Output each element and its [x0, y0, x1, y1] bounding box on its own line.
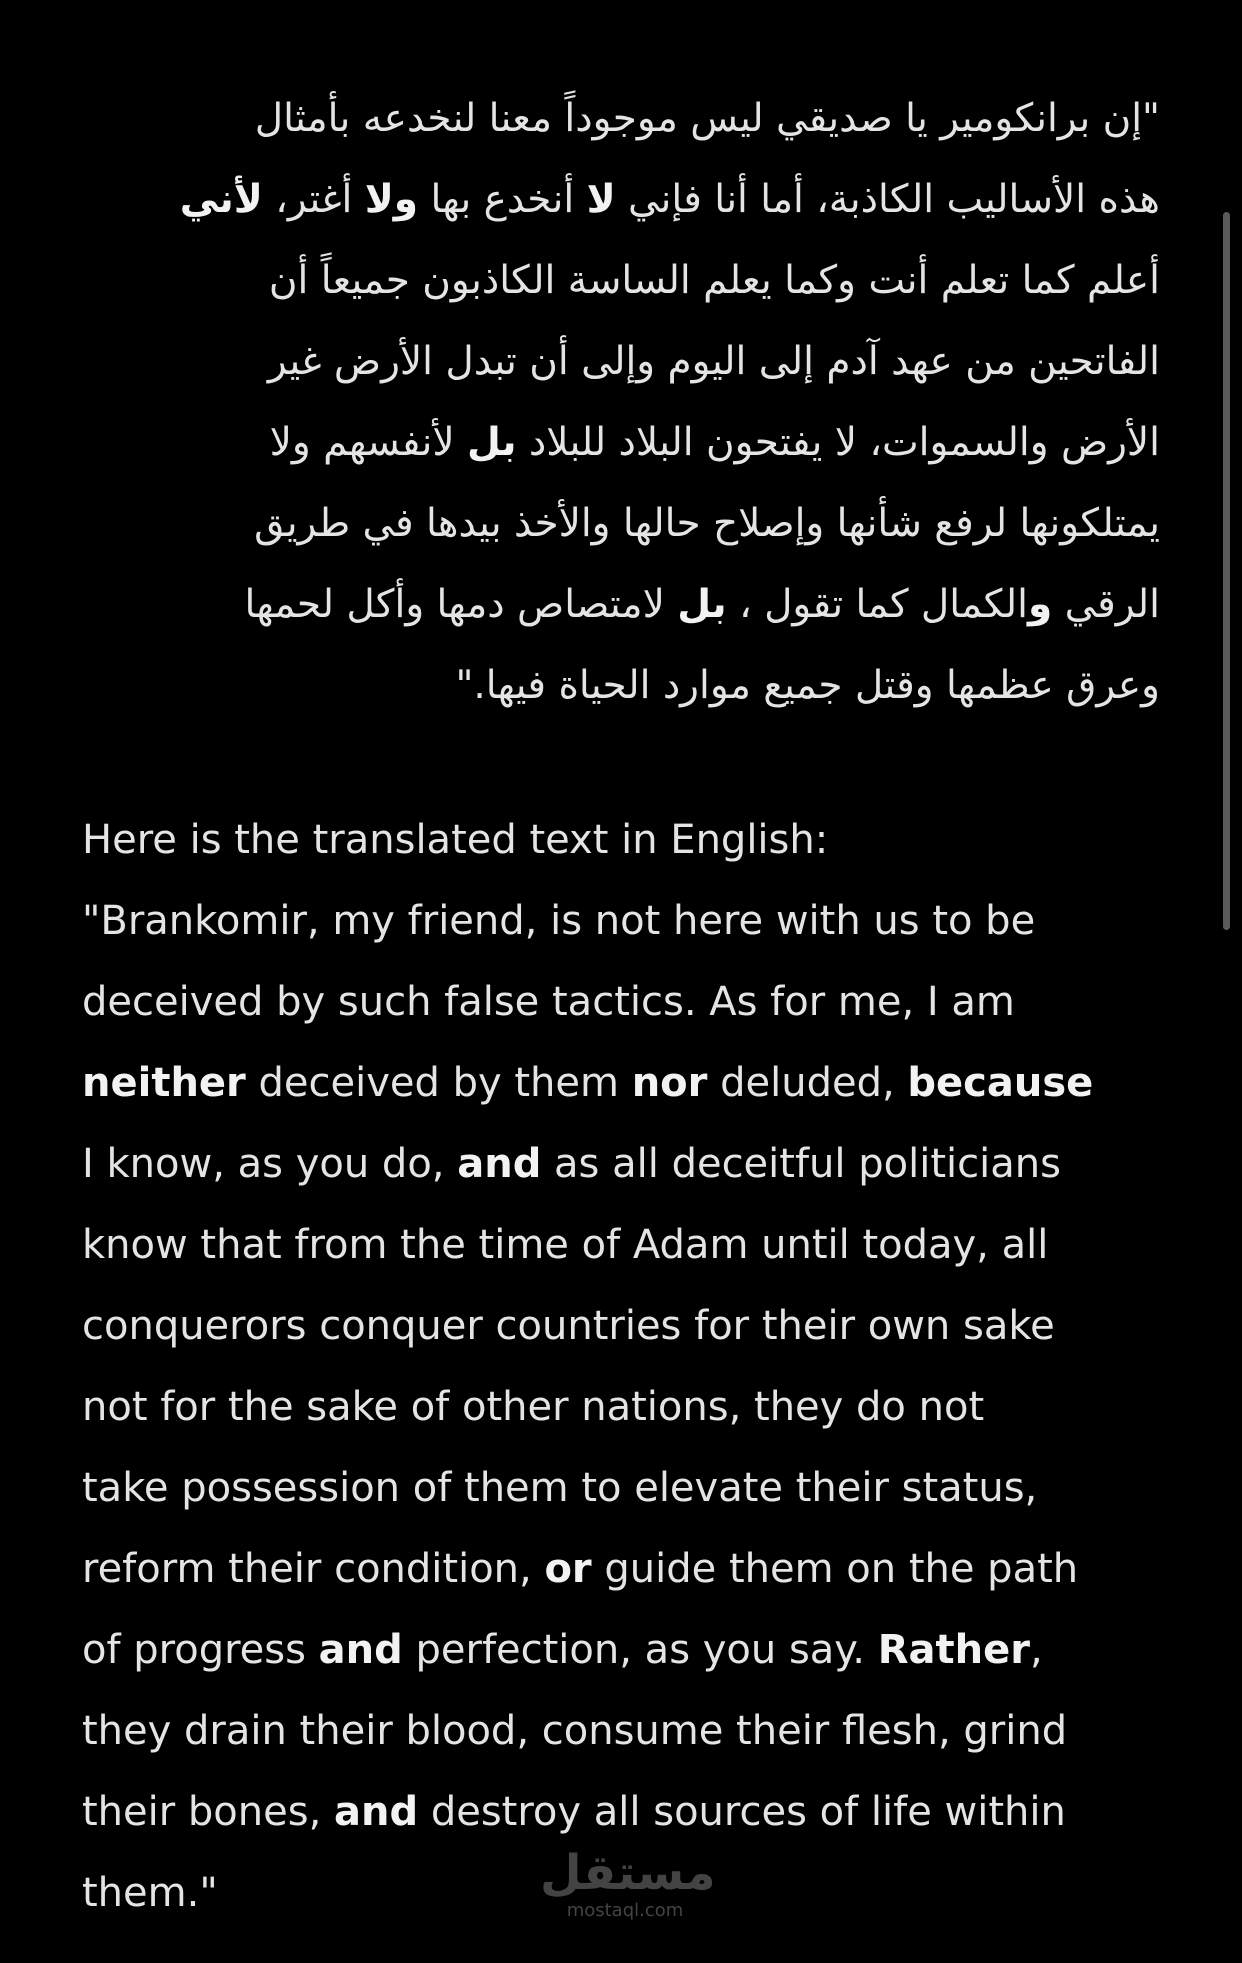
watermark-logo: مستقل: [540, 1845, 716, 1901]
text-run: destroy all sources of life within: [418, 1789, 1066, 1835]
arabic-quote: [82, 78, 1160, 726]
text-line: [82, 1367, 1160, 1448]
emphasized-word: Rather: [877, 1627, 1030, 1673]
english-translation: [82, 881, 1160, 1934]
emphasized-word: ولا: [364, 177, 419, 222]
text-run: conquerors conquer countries for their own sake: [82, 1303, 1055, 1349]
emphasized-word: بل: [677, 582, 727, 627]
text-line: [82, 402, 1160, 483]
text-line: [82, 483, 1160, 564]
text-line: [82, 1610, 1160, 1691]
emphasized-word: و: [1027, 582, 1053, 627]
text-line: [82, 1529, 1160, 1610]
text-line: [82, 962, 1160, 1043]
emphasized-word: لا: [586, 177, 616, 222]
vertical-scrollbar[interactable]: [1223, 212, 1230, 930]
text-run: of progress: [82, 1627, 319, 1673]
message-content: [82, 78, 1160, 1934]
text-run: يمتلكونها لرفع شأنها وإصلاح حالها والأخذ بيدها في طريق: [254, 501, 1160, 546]
emphasized-word: and: [318, 1627, 403, 1673]
text-run: هذه الأساليب الكاذبة، أما أنا فإني: [615, 177, 1160, 222]
emphasized-word: بل: [467, 420, 517, 465]
emphasized-word: neither: [82, 1060, 246, 1106]
emphasized-word: nor: [631, 1060, 708, 1106]
emphasized-word: or: [544, 1546, 592, 1592]
text-line: [82, 1772, 1160, 1853]
text-line: [82, 159, 1160, 240]
text-line: [82, 1124, 1160, 1205]
text-run: perfection, as you say.: [402, 1627, 878, 1673]
emphasized-word: and: [334, 1789, 419, 1835]
emphasized-word: because: [907, 1060, 1094, 1106]
text-run: الأرض والسموات، لا يفتحون البلاد للبلاد: [516, 420, 1160, 465]
text-run: ,: [1029, 1627, 1043, 1673]
text-run: deceived by them: [245, 1060, 632, 1106]
text-run: them.": [82, 1870, 218, 1916]
text-run: لأنفسهم ولا: [269, 420, 468, 465]
text-run: الرقي: [1052, 582, 1160, 627]
text-line: [82, 321, 1160, 402]
text-run: not for the sake of other nations, they do not: [82, 1384, 985, 1430]
text-run: وعرق عظمها وقتل جميع موارد الحياة فيها.": [455, 663, 1160, 708]
text-line: [82, 240, 1160, 321]
text-run: "Brankomir, my friend, is not here with us to be: [82, 898, 1036, 944]
text-run: لامتصاص دمها وأكل لحمها: [244, 582, 678, 627]
text-run: deceived by such false tactics. As for me, I am: [82, 979, 1015, 1025]
text-run: know that from the time of Adam until today, all: [82, 1222, 1049, 1268]
text-run: أغتر،: [262, 177, 365, 222]
text-run: I know, as you do,: [82, 1141, 458, 1187]
text-run: أنخدع بها: [418, 177, 587, 222]
text-run: الفاتحين من عهد آدم إلى اليوم وإلى أن تبدل الأرض غير: [267, 339, 1160, 384]
emphasized-word: لأني: [179, 177, 263, 222]
watermark-url: mostaql.com: [566, 1900, 684, 1921]
text-line: [82, 78, 1160, 159]
text-run: reform their condition,: [82, 1546, 545, 1592]
text-run: as all deceitful politicians: [541, 1141, 1061, 1187]
translation-intro: Here is the translated text in English:: [82, 817, 829, 863]
text-line: [82, 1043, 1160, 1124]
emphasized-word: and: [457, 1141, 542, 1187]
text-run: guide them on the path: [591, 1546, 1079, 1592]
text-run: they drain their blood, consume their flesh, grind: [82, 1708, 1068, 1754]
text-line: [82, 1286, 1160, 1367]
text-line: [82, 1448, 1160, 1529]
text-line: [82, 645, 1160, 726]
text-line: [82, 1691, 1160, 1772]
mostaql-watermark: [540, 1845, 716, 1921]
text-line: [82, 1205, 1160, 1286]
text-run: take possession of them to elevate their status,: [82, 1465, 1038, 1511]
text-run: deluded,: [707, 1060, 908, 1106]
text-run: "إن برانكومير يا صديقي ليس موجوداً معنا لنخدعه بأمثال: [254, 96, 1160, 141]
text-line: [82, 564, 1160, 645]
text-run: الكمال كما تقول ،: [726, 582, 1028, 627]
text-run: أعلم كما تعلم أنت وكما يعلم الساسة الكاذبون جميعاً أن: [268, 258, 1160, 303]
text-run: their bones,: [82, 1789, 335, 1835]
text-line: [82, 881, 1160, 962]
